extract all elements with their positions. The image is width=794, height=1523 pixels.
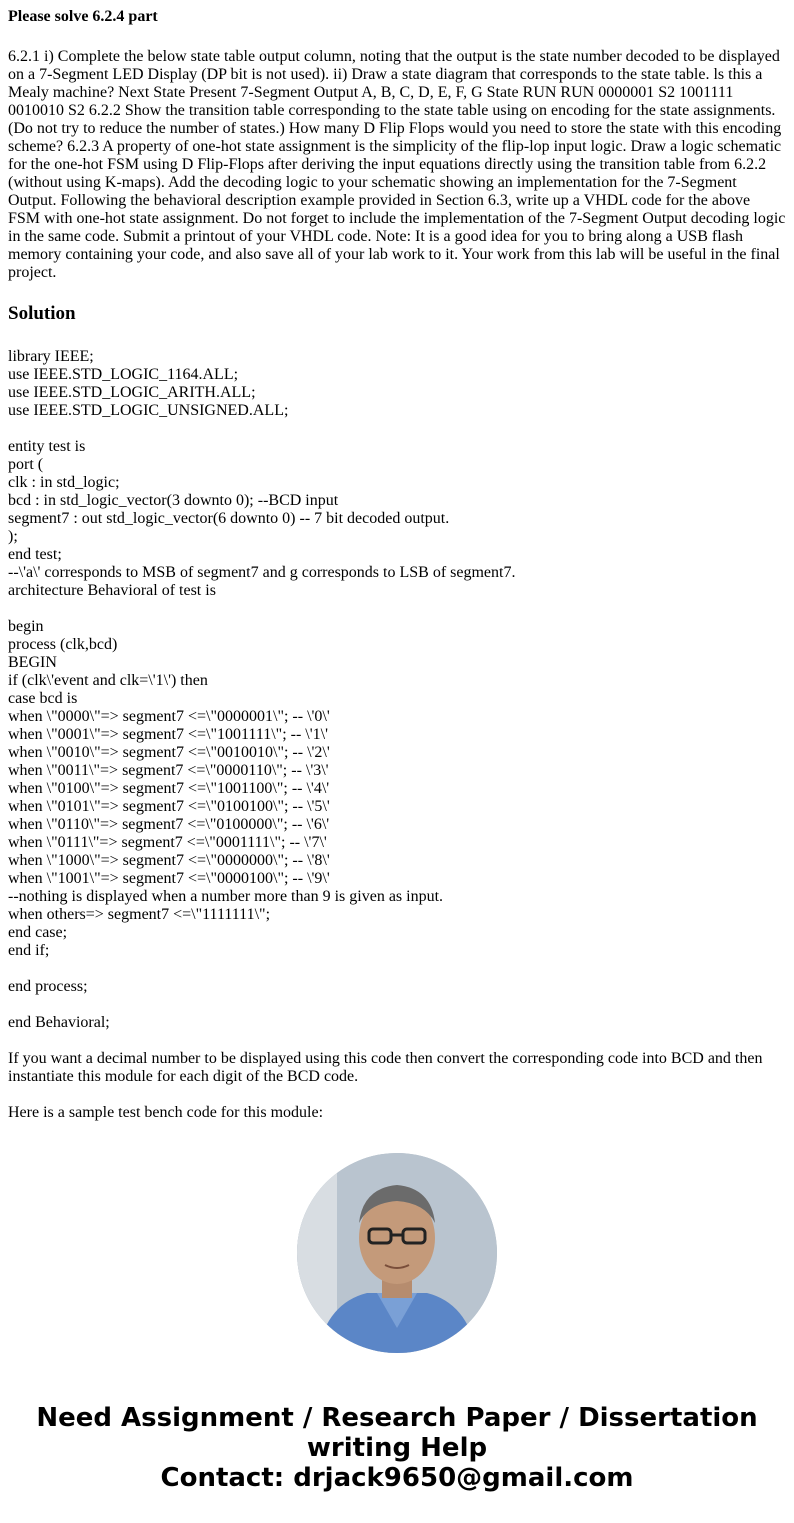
code-line <box>8 600 786 618</box>
footer-contact: Contact: drjack9650@gmail.com <box>160 1463 634 1493</box>
code-line: segment7 : out std_logic_vector(6 downto 0) -- 7 bit decoded output. <box>8 510 450 527</box>
code-line: end test; <box>8 546 62 563</box>
code-line: when \"0101\"=> segment7 <=\"0100100\"; -- \'5\' <box>8 798 330 815</box>
code-line: architecture Behavioral of test is <box>8 582 216 599</box>
code-line: --nothing is displayed when a number more than 9 is given as input. <box>8 888 444 905</box>
code-line: entity test is <box>8 438 86 455</box>
vhdl-code-block <box>8 348 786 1032</box>
code-line: when \"0110\"=> segment7 <=\"0100000\"; -- \'6\' <box>8 816 330 833</box>
code-line <box>8 420 786 438</box>
question-body: 6.2.1 i) Complete the below state table output column, noting that the output is the state number decoded to be displayed on a 7-Segment LED Display (DP bit is not used). ii) Draw a state diagram that corresponds to the state table. ls this a Mealy machine? Next State Present 7-Segment Output A, B, C, D, E, F, G State RUN RUN 0000001 S2 1001111 0010010 S2 6.2.2 Show the transition table corresponding to the state table using on encoding for the state assignments. (Do not try to reduce the number of states.) How many D Flip Flops would you need to store the state with this encoding scheme? 6.2.3 A property of one-hot state assignment is the simplicity of the flip-lop input logic. Draw a logic schematic for the one-hot FSM using D Flip-Flops after deriving the input equations directly using the transition table from 6.2.2 (without using K-maps). Add the decoding logic to your schematic showing an implementation for the 7-Segment Output. Following the behavioral description example provided in Section 6.3, write up a VHDL code for the above FSM with one-hot state assignment. Do not forget to include the implementation of the 7-Segment Output decoding logic in the same code. Submit a printout of your VHDL code. Note: It is a good idea for you to bring along a USB flash memory containing your code, and also save all of your lab work to it. Your work from this lab will be useful in the final project. <box>8 48 786 281</box>
test-bench-note: Here is a sample test bench code for this module: <box>8 1104 324 1121</box>
code-line: when \"1000\"=> segment7 <=\"0000000\"; -- \'8\' <box>8 852 330 869</box>
code-line: when \"0010\"=> segment7 <=\"0010010\"; -- \'2\' <box>8 744 330 761</box>
person-portrait-icon <box>297 1153 497 1353</box>
code-line: end Behavioral; <box>8 1014 110 1031</box>
code-line <box>8 960 786 978</box>
footer-line-1: Need Assignment / Research Paper / Dissertation <box>36 1403 758 1433</box>
solution-note: If you want a decimal number to be displayed using this code then convert the corresponding code into BCD and then instantiate this module for each digit of the BCD code. <box>8 1050 763 1085</box>
code-line: BEGIN <box>8 654 57 671</box>
author-photo <box>297 1153 497 1353</box>
code-line: end process; <box>8 978 88 995</box>
code-line: ); <box>8 528 18 545</box>
question-title: Please solve 6.2.4 part <box>8 8 158 25</box>
code-line: when others=> segment7 <=\"1111111\"; <box>8 906 271 923</box>
code-line: --\'a\' corresponds to MSB of segment7 and g corresponds to LSB of segment7. <box>8 564 516 581</box>
code-line: port ( <box>8 456 44 473</box>
author-avatar <box>297 1153 497 1353</box>
code-line: use IEEE.STD_LOGIC_UNSIGNED.ALL; <box>8 402 289 419</box>
code-line: when \"0100\"=> segment7 <=\"1001100\"; -- \'4\' <box>8 780 330 797</box>
code-line: bcd : in std_logic_vector(3 downto 0); --BCD input <box>8 492 339 509</box>
code-line: when \"0000\"=> segment7 <=\"0000001\"; -- \'0\' <box>8 708 330 725</box>
code-line <box>8 996 786 1014</box>
code-line: when \"0111\"=> segment7 <=\"0001111\"; -- \'7\' <box>8 834 327 851</box>
code-line: if (clk\'event and clk=\'1\') then <box>8 672 208 689</box>
code-line: library IEEE; <box>8 348 94 365</box>
promo-footer <box>0 1403 794 1493</box>
code-line: process (clk,bcd) <box>8 636 118 653</box>
document-page <box>8 0 786 1122</box>
code-line: use IEEE.STD_LOGIC_1164.ALL; <box>8 366 239 383</box>
code-line: begin <box>8 618 44 635</box>
footer-line-2: writing Help <box>306 1433 488 1463</box>
code-line: case bcd is <box>8 690 78 707</box>
code-line: when \"0011\"=> segment7 <=\"0000110\"; -- \'3\' <box>8 762 329 779</box>
code-line: when \"1001\"=> segment7 <=\"0000100\"; -- \'9\' <box>8 870 330 887</box>
code-line: end case; <box>8 924 68 941</box>
code-line: when \"0001\"=> segment7 <=\"1001111\"; -- \'1\' <box>8 726 328 743</box>
code-line: end if; <box>8 942 50 959</box>
code-line: use IEEE.STD_LOGIC_ARITH.ALL; <box>8 384 256 401</box>
code-line: clk : in std_logic; <box>8 474 120 491</box>
solution-heading: Solution <box>8 303 76 324</box>
